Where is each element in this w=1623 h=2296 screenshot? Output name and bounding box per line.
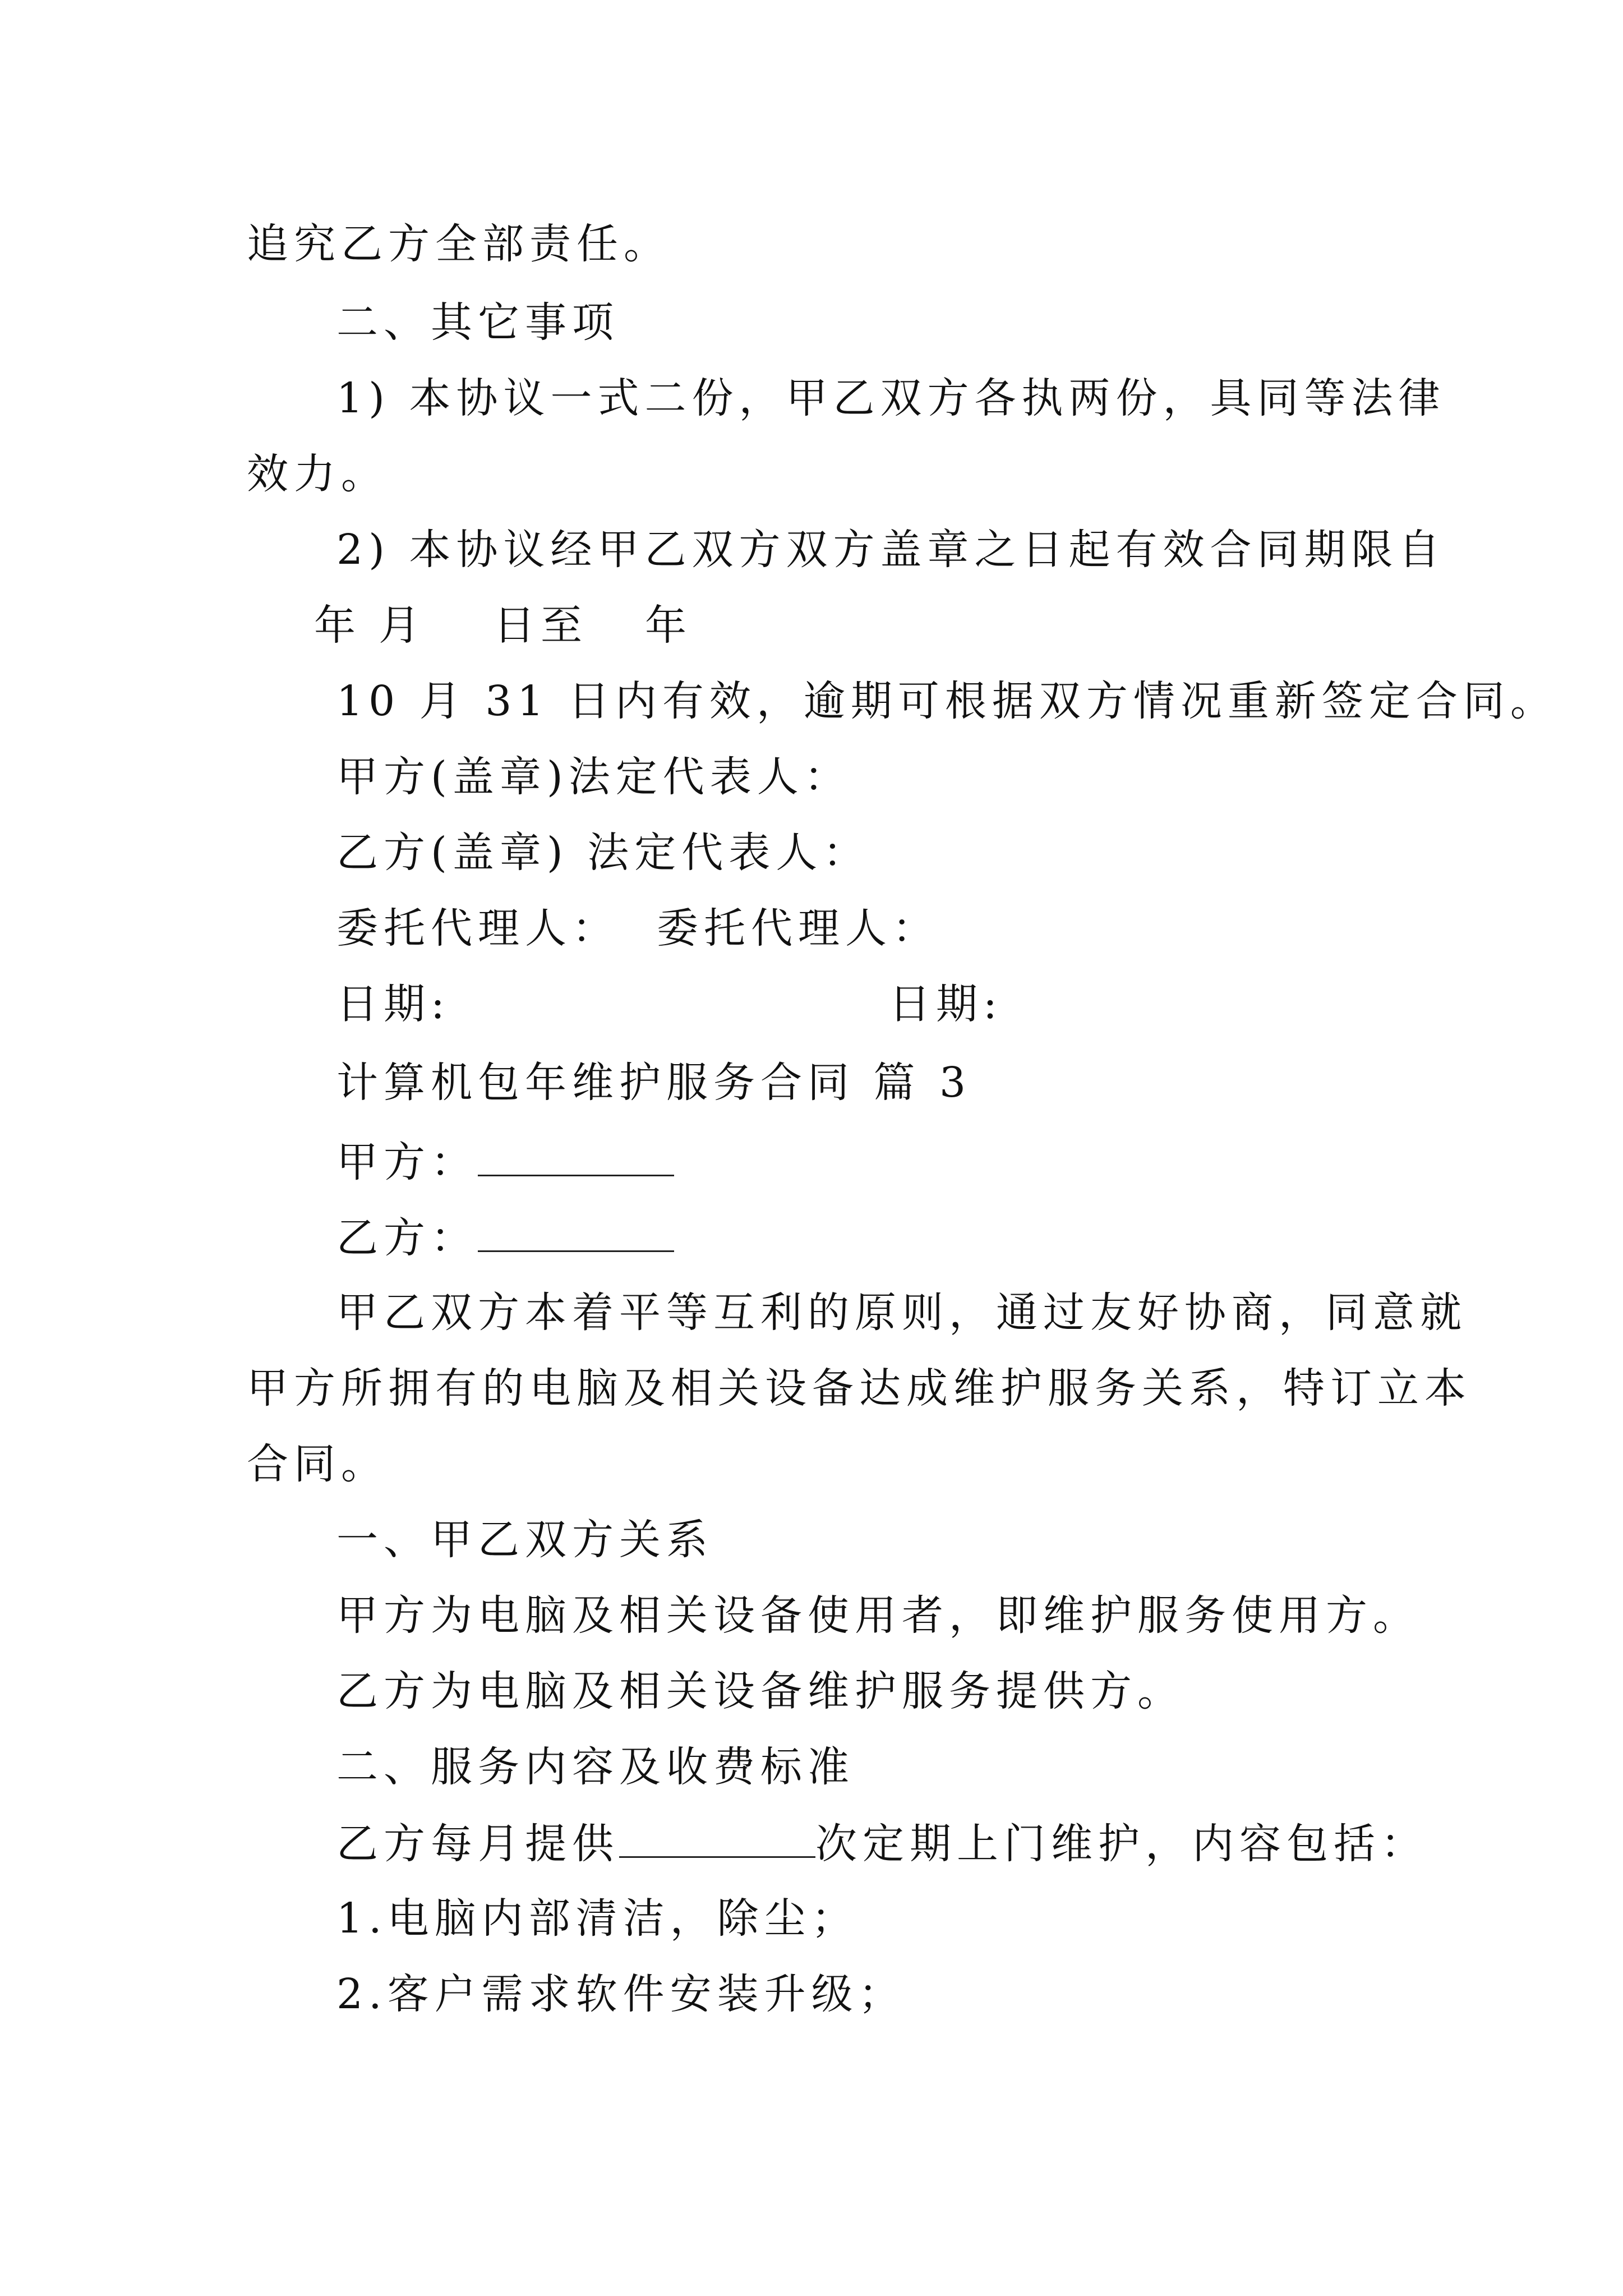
signature-line: 乙方(盖章) 法定代表人：: [336, 829, 870, 877]
paragraph-line: 甲乙双方本着平等互利的原则，通过友好协商，同意就: [336, 1289, 1467, 1337]
party-a-label: 甲方：: [336, 1138, 478, 1186]
service-count-suffix: 次定期上门维护，内容包括：: [815, 1820, 1428, 1868]
paragraph-line: 10 月 31 日内有效，逾期可根据双方情况重新签定合同。: [336, 677, 1557, 725]
paragraph-line: 合同。: [247, 1440, 388, 1488]
date-fragment-day-to: 日至: [494, 601, 588, 650]
party-b-label: 乙方：: [336, 1214, 478, 1262]
date-fragment-month: 月: [379, 601, 426, 650]
paragraph-line: 效力。: [247, 450, 388, 498]
service-count-blank: [619, 1815, 815, 1858]
paragraph-line: 追究乙方全部责任。: [247, 220, 671, 268]
paragraph-line: 乙方为电脑及相关设备维护服务提供方。: [336, 1667, 1184, 1715]
date-label: 日期:: [336, 980, 450, 1028]
date-fragment-year: 年: [314, 601, 361, 650]
list-item: 1.电脑内部清洁，除尘；: [336, 1894, 859, 1943]
date-fragment-year: 年: [645, 601, 692, 650]
party-b-blank: [478, 1209, 674, 1252]
signature-line: 委托代理人： 委托代理人：: [336, 904, 940, 953]
date-label: 日期:: [889, 980, 1003, 1028]
paragraph-line: 2) 本协议经甲乙双方双方盖章之日起有效合同期限自: [336, 526, 1446, 574]
party-a-line: [336, 1133, 674, 1190]
section-heading: 一、甲乙双方关系: [336, 1516, 713, 1564]
service-count-prefix: 乙方每月提供: [336, 1820, 619, 1868]
party-a-blank: [478, 1133, 674, 1176]
section-heading: 二、服务内容及收费标准: [336, 1743, 855, 1791]
list-item: 2.客户需求软件安装升级；: [336, 1970, 906, 2018]
paragraph-line: [336, 1815, 1428, 1872]
paragraph-line: 甲方所拥有的电脑及相关设备达成维护服务关系，特订立本: [247, 1364, 1472, 1412]
contract-title: 计算机包年维护服务合同 篇 3: [336, 1059, 972, 1107]
signature-line: 甲方(盖章)法定代表人：: [336, 753, 851, 801]
party-b-line: [336, 1209, 674, 1266]
section-heading: 二、其它事项: [336, 298, 619, 347]
paragraph-line: 1) 本协议一式二份，甲乙双方各执两份，具同等法律: [336, 374, 1446, 422]
paragraph-line: 甲方为电脑及相关设备使用者，即维护服务使用方。: [336, 1591, 1420, 1640]
